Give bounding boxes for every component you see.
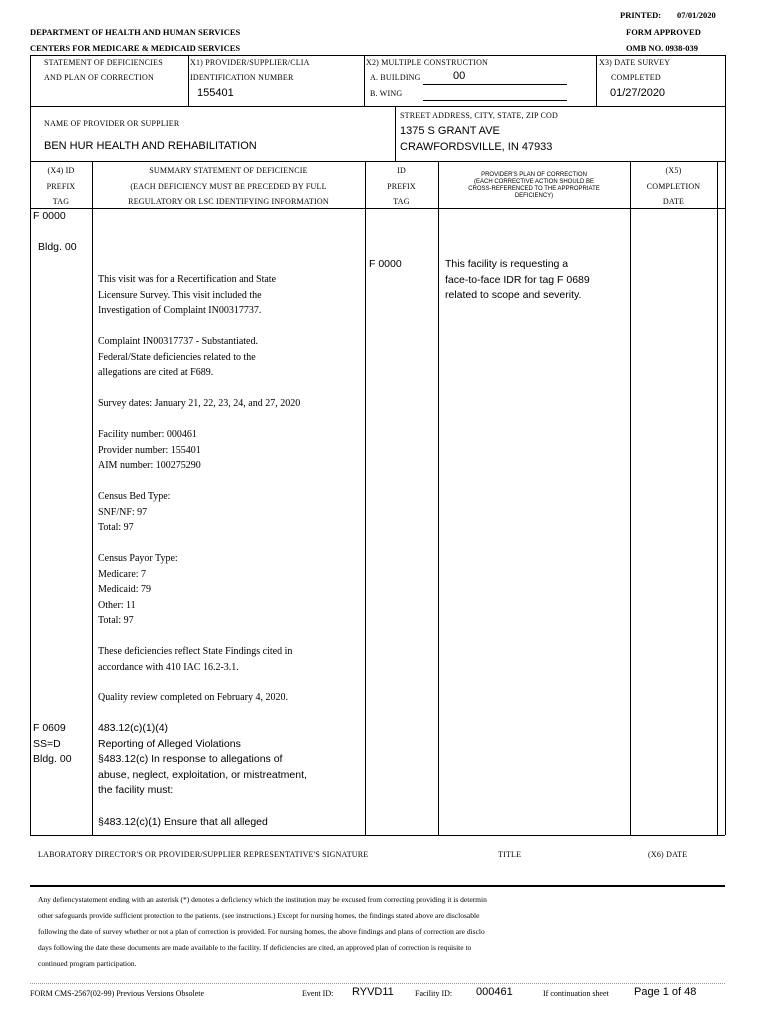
x5-header-3: DATE [662, 197, 685, 206]
footnote-line: Any defiencystatement ending with an asterisk (*) denotes a deficiency which the institution may be excused from correcting providing it is determin [38, 895, 487, 904]
building-value: 00 [453, 70, 466, 82]
plan-of-correction-text: This facility is requesting a face-to-face IDR for tag F 0689 related to scope and severity. [445, 258, 590, 301]
grid-line [365, 161, 366, 835]
printed-date: 07/01/2020 [677, 10, 716, 20]
paragraph-reporting: 483.12(c)(1)(4) Reporting of Alleged Violations §483.12(c) In response to allegations of abuse, neglect, exploitation, or mistreatment, the facility must: [98, 722, 307, 796]
form-number: FORM CMS-2567(02-99) Previous Versions Obsolete [30, 989, 205, 998]
wing-label: B. WING [370, 89, 403, 98]
statement-label-1: STATEMENT OF DEFICIENCIES [44, 58, 163, 67]
printed-label: PRINTED: [620, 10, 662, 20]
paragraph-facility-numbers: Facility number: 000461 Provider number: 155401 AIM number: 100275290 [98, 429, 201, 471]
id-header-3: TAG [393, 197, 410, 206]
footnote-line: days following the date these documents are made available to the facility. If deficiencies are cited, an approved plan of correction is requisite to [38, 943, 472, 952]
grid-line [438, 161, 439, 835]
provider-id-label-2: IDENTIFICATION NUMBER [190, 73, 294, 82]
x5-header-2: COMPLETION [646, 182, 701, 191]
wing-underline [423, 100, 567, 101]
statement-label-2: AND PLAN OF CORRECTION [44, 73, 154, 82]
summary-header-1: SUMMARY STATEMENT OF DEFICIENCIE [149, 166, 308, 175]
tag-f0609: F 0609 SS=D Bldg. 00 [33, 722, 72, 765]
id-tag-f0000: F 0000 [369, 258, 402, 270]
paragraph-ensure: §483.12(c)(1) Ensure that all alleged [98, 816, 268, 828]
form-approved: FORM APPROVED [626, 27, 701, 37]
paragraph-complaint: Complaint IN00317737 - Substantiated. Federal/State deficiencies related to the allegations are cited at F689. [98, 336, 258, 378]
page-number: Page 1 of 48 [634, 986, 697, 998]
grid-line [30, 106, 725, 107]
event-id-label: Event ID: [302, 989, 334, 998]
grid-line [92, 161, 93, 835]
grid-line [596, 55, 597, 106]
building-underline [423, 84, 567, 85]
grid-line [395, 106, 396, 161]
footer-rule [30, 983, 725, 984]
grid-line [30, 55, 725, 56]
x4-header-3: TAG [52, 197, 70, 206]
building-label: A. BUILDING [370, 73, 421, 82]
provider-id-value: 155401 [197, 87, 234, 99]
paragraph-census-bed: Census Bed Type: SNF/NF: 97 Total: 97 [98, 491, 171, 533]
grid-line [725, 55, 726, 835]
summary-header-3: REGULATORY OR LSC IDENTIFYING INFORMATION [128, 197, 329, 206]
paragraph-quality-review: Quality review completed on February 4, 2020. [98, 692, 288, 703]
date-label: (X6) DATE [648, 850, 688, 859]
continuation-label: If continuation sheet [543, 989, 609, 998]
grid-line [188, 55, 189, 106]
provider-id-label-1: X1) PROVIDER/SUPPLIER/CLIA [190, 58, 310, 67]
footnote-line: continued program participation. [38, 959, 137, 968]
paragraph-visit: This visit was for a Recertification and State Licensure Survey. This visit included the Investigation of Complaint IN00317737. [98, 274, 277, 316]
event-id-value: RYVD11 [352, 986, 394, 998]
facility-id-label: Facility ID: [415, 989, 453, 998]
multiple-construction-label: X2) MULTIPLE CONSTRUCTION [366, 58, 489, 67]
bldg-label: Bldg. 00 [38, 241, 77, 253]
footnote-line: following the date of survey whether or not a plan of correction is provided. For nursing homes, the above findings and plans of correction are disclo [38, 927, 485, 936]
id-header-1: ID [397, 166, 406, 175]
grid-line [30, 161, 725, 162]
x5-header-1: (X5) [665, 166, 682, 175]
centers-title: CENTERS FOR MEDICARE & MEDICAID SERVICES [30, 43, 241, 53]
grid-line [30, 835, 725, 836]
date-survey-value: 01/27/2020 [610, 87, 666, 99]
facility-id-value: 000461 [476, 986, 513, 998]
summary-header-2: (EACH DEFICIENCY MUST BE PRECEDED BY FULL [130, 182, 327, 191]
footnote-line: other safeguards provide sufficient protection to the patients. (see instructions.) Except for nursing homes, the findings stated above are disclosable [38, 911, 480, 920]
tag-f0000: F 0000 [33, 210, 66, 222]
paragraph-survey-dates: Survey dates: January 21, 22, 23, 24, and 27, 2020 [98, 398, 301, 409]
id-header-2: PREFIX [387, 182, 416, 191]
grid-line [630, 161, 631, 835]
grid-line [717, 161, 718, 835]
omb-number: OMB NO. 0938-039 [626, 43, 699, 53]
date-survey-label-1: X3) DATE SURVEY [599, 58, 671, 67]
grid-line [30, 208, 725, 209]
address-line-1: 1375 S GRANT AVE [400, 125, 500, 137]
paragraph-state-findings: These deficiencies reflect State Findings cited in accordance with 410 IAC 16.2-3.1. [98, 646, 293, 673]
address-label: STREET ADDRESS, CITY, STATE, ZIP COD [400, 111, 558, 120]
signature-label: LABORATORY DIRECTOR'S OR PROVIDER/SUPPLIER REPRESENTATIVE'S SIGNATURE [38, 850, 369, 859]
department-title: DEPARTMENT OF HEALTH AND HUMAN SERVICES [30, 27, 241, 37]
date-survey-label-2: COMPLETED [611, 73, 661, 82]
provider-name: BEN HUR HEALTH AND REHABILITATION [44, 140, 257, 152]
plan-header: PROVIDER'S PLAN OF CORRECTION (EACH CORRECTIVE ACTION SHOULD BE CROSS-REFERENCED TO THE APPROPRIATE DEFICIENCY) [468, 172, 600, 199]
grid-line [364, 55, 365, 106]
address-line-2: CRAWFORDSVILLE, IN 47933 [400, 141, 553, 153]
x4-header-2: PREFIX [46, 182, 76, 191]
title-label: TITLE [498, 850, 522, 859]
paragraph-census-payor: Census Payor Type: Medicare: 7 Medicaid: 79 Other: 11 Total: 97 [98, 553, 178, 626]
x4-header-1: (X4) ID [47, 166, 75, 175]
grid-line [30, 885, 725, 887]
provider-name-label: NAME OF PROVIDER OR SUPPLIER [44, 119, 180, 128]
